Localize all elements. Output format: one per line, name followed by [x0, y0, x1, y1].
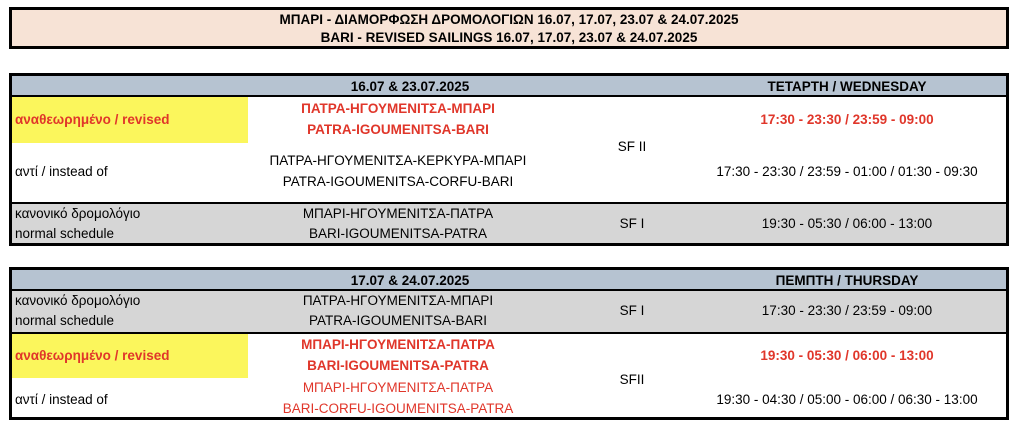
instead-times: 19:30 - 04:30 / 05:00 - 06:00 / 06:30 - 13:00 [716, 392, 978, 407]
instead-route-greek: ΜΠΑΡΙ-ΗΓΟΥΜΕΝΙΤΣΑ-ΠΑΤΡΑ [302, 380, 494, 395]
vessel-code: SFII [619, 372, 645, 387]
normal-label-greek: κανονικό δρομολόγιο [15, 293, 141, 308]
table-header [12, 270, 1006, 291]
title-greek: ΜΠΑΡΙ - ΔΙΑΜΟΡΦΩΣΗ ΔΡΟΜΟΛΟΓΙΩΝ 16.07, 17.07, 23.07 & 24.07.2025 [279, 12, 739, 27]
normal-label-greek: κανονικό δρομολόγιο [15, 206, 141, 221]
normal-times: 19:30 - 05:30 / 06:00 - 13:00 [761, 216, 933, 231]
instead-route-english: BARI-CORFU-IGOUMENITSA-PATRA [282, 401, 514, 416]
normal-route-english: PATRA-IGOUMENITSA-BARI [308, 313, 487, 328]
revised-route-greek: ΠΑΤΡΑ-ΗΓΟΥΜΕΝΙΤΣΑ-ΜΠΑΡΙ [301, 101, 495, 116]
header-weekday: ΤΕΤΑΡΤΗ / WEDNESDAY [767, 79, 927, 94]
normal-section [12, 202, 1006, 243]
instead-label: αντί / instead of [15, 392, 108, 407]
instead-route-english: PATRA-IGOUMENITSA-CORFU-BARI [282, 174, 514, 189]
vessel-code: SF I [619, 303, 645, 318]
vessel-code: SF I [619, 216, 645, 231]
normal-section [12, 291, 1006, 332]
vessel-code: SF II [617, 139, 647, 154]
revised-route-english: PATRA-IGOUMENITSA-BARI [307, 122, 489, 137]
revised-times: 17:30 - 23:30 / 23:59 - 09:00 [760, 112, 934, 127]
revised-label: αναθεωρημένο / revised [15, 348, 170, 363]
instead-route-greek: ΠΑΤΡΑ-ΗΓΟΥΜΕΝΙΤΣΑ-ΚΕΡΚΥΡΑ-ΜΠΑΡΙ [269, 153, 527, 168]
revised-label: αναθεωρημένο / revised [15, 112, 170, 127]
normal-route-greek: ΠΑΤΡΑ-ΗΓΟΥΜΕΝΙΤΣΑ-ΜΠΑΡΙ [302, 293, 494, 308]
table-header [12, 76, 1006, 97]
schedule-table-wednesday [9, 73, 1009, 246]
revised-section [12, 332, 1006, 417]
header-dates: 17.07 & 24.07.2025 [350, 273, 470, 288]
instead-times: 17:30 - 23:30 / 23:59 - 01:00 / 01:30 - 09:30 [716, 164, 978, 179]
title-english: BARI - REVISED SAILINGS 16.07, 17.07, 23.07 & 24.07.2025 [320, 30, 698, 45]
normal-label-english: normal schedule [15, 226, 115, 241]
normal-label-english: normal schedule [15, 313, 115, 328]
title-banner [9, 7, 1009, 49]
normal-route-english: BARI-IGOUMENITSA-PATRA [308, 226, 487, 241]
revised-route-greek: ΜΠΑΡΙ-ΗΓΟΥΜΕΝΙΤΣΑ-ΠΑΤΡΑ [301, 337, 495, 352]
normal-route-greek: ΜΠΑΡΙ-ΗΓΟΥΜΕΝΙΤΣΑ-ΠΑΤΡΑ [302, 206, 494, 221]
header-weekday: ΠΕΜΠΤΗ / THURSDAY [775, 273, 919, 288]
header-dates: 16.07 & 23.07.2025 [350, 79, 470, 94]
revised-route-english: BARI-IGOUMENITSA-PATRA [307, 358, 489, 373]
normal-times: 17:30 - 23:30 / 23:59 - 09:00 [761, 303, 933, 318]
schedule-table-thursday [9, 267, 1009, 420]
instead-label: αντί / instead of [15, 164, 108, 179]
revised-times: 19:30 - 05:30 / 06:00 - 13:00 [760, 348, 934, 363]
revised-section [12, 97, 1006, 202]
